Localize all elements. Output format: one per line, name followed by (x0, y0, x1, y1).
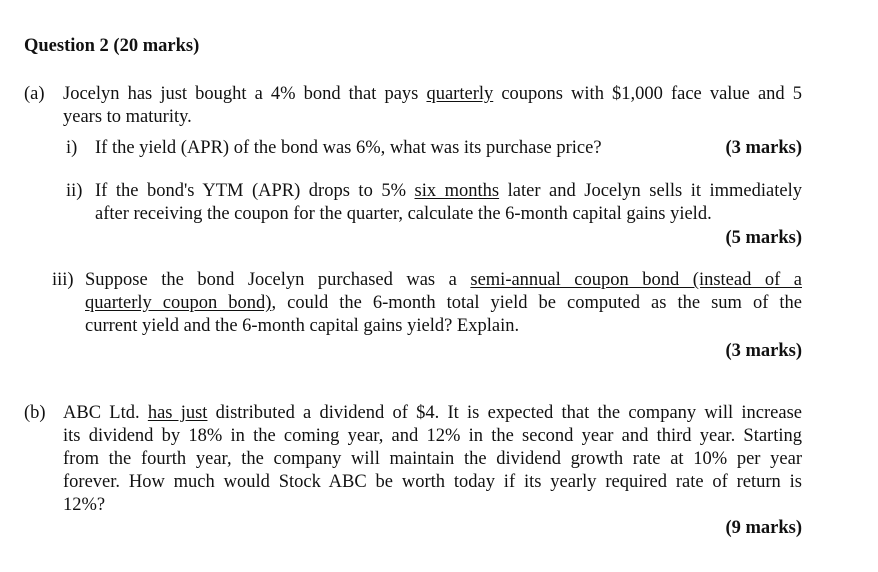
sub-ii-label: ii) (66, 181, 83, 201)
sub-ii-line-1-post: later and Jocelyn sells it immediately (499, 181, 802, 201)
part-a-line-1-pre: Jocelyn has just bought a 4% bond that pays (63, 84, 427, 104)
part-b-line-1-post: distributed a dividend of $4. It is expected that the company will increase (207, 403, 802, 423)
part-b-line-2: its dividend by 18% in the coming year, and 12% in the second year and third year. Starting (63, 426, 802, 446)
sub-ii-six-months-underlined: six months (414, 181, 500, 201)
part-b-label: (b) (24, 403, 46, 423)
part-b-marks: (9 marks) (725, 518, 802, 538)
sub-iii-line-1-pre: Suppose the bond Jocelyn purchased was a (85, 270, 471, 290)
part-b-line-3: from the fourth year, the company will maintain the dividend growth rate at 10% per year (63, 449, 802, 469)
sub-i-marks: (3 marks) (725, 138, 802, 158)
part-a-line-1 (63, 84, 802, 105)
part-a-line-1-post: coupons with $1,000 face value and 5 (493, 84, 802, 104)
part-a-label: (a) (24, 84, 45, 104)
question-title: Question 2 (20 marks) (24, 36, 200, 56)
sub-iii-line-1 (85, 270, 802, 291)
sub-iii-line-3: current yield and the 6-month capital gains yield? Explain. (85, 316, 520, 336)
part-a-line-2: years to maturity. (63, 107, 192, 127)
sub-ii-line-2: after receiving the coupon for the quarter, calculate the 6-month capital gains yield. (95, 204, 712, 224)
sub-ii-marks: (5 marks) (725, 228, 802, 248)
sub-iii-line-2-post: , could the 6-month total yield be computed as the sum of the (271, 293, 802, 313)
sub-ii-line-1 (95, 181, 802, 202)
part-b-line-1-pre: ABC Ltd. (63, 403, 148, 423)
part-b-line-1 (63, 403, 802, 424)
part-b-line-4: forever. How much would Stock ABC be worth today if its yearly required rate of return is (63, 472, 802, 492)
sub-i-label: i) (66, 138, 78, 158)
sub-iii-quarterly-underlined: quarterly coupon bond) (85, 293, 272, 313)
sub-iii-semi-annual-underlined: semi-annual coupon bond (instead of a (470, 270, 802, 290)
sub-iii-label: iii) (52, 270, 74, 290)
part-a-quarterly-underlined: quarterly (426, 84, 494, 104)
sub-iii-line-2 (85, 293, 802, 314)
sub-iii-marks: (3 marks) (725, 341, 802, 361)
sub-ii-line-1-pre: If the bond's YTM (APR) drops to 5% (95, 181, 415, 201)
part-b-has-just-underlined: has just (147, 403, 208, 423)
part-b-line-5: 12%? (63, 495, 106, 515)
sub-i-text: If the yield (APR) of the bond was 6%, what was its purchase price? (95, 138, 602, 158)
